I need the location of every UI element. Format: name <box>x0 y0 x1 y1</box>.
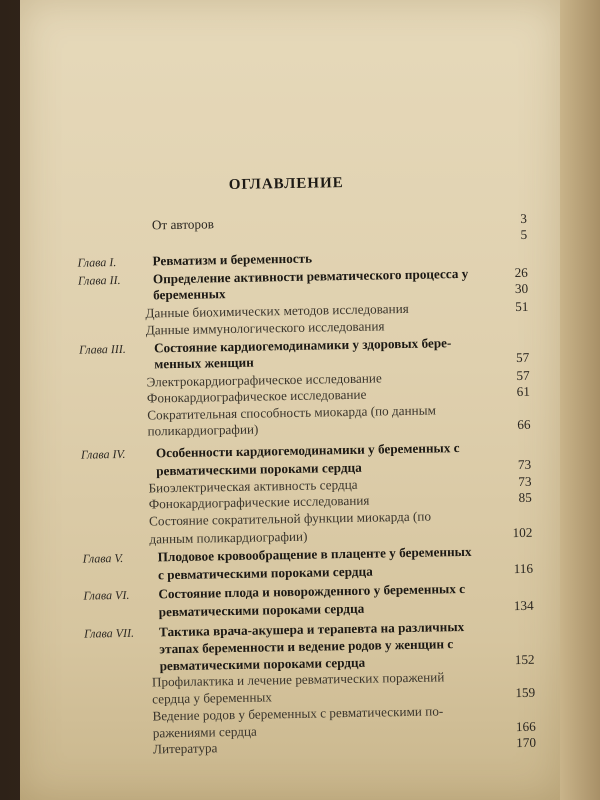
toc-entry-title: данным поликардиографии) <box>149 528 308 547</box>
toc-page-number: 73 <box>518 473 532 490</box>
toc-page-number: 102 <box>512 524 533 541</box>
toc-page-number: 85 <box>518 489 532 506</box>
page-content <box>13 0 567 800</box>
toc-entry-title: Состояние плода и новорожденного у беременных с <box>158 580 466 602</box>
toc-entry-title: Фонокардиографические исследования <box>148 492 370 512</box>
toc-page-number: 3 <box>520 210 527 226</box>
toc-page-number: 30 <box>514 280 529 297</box>
toc-page-number: 66 <box>517 416 531 433</box>
toc-page-number: 57 <box>516 367 530 384</box>
toc-page-number: 116 <box>513 560 534 577</box>
toc-entry-title: Тактика врача-акушера и терапевта на различных <box>158 618 465 640</box>
toc-entry-title: Данные иммунологического исследования <box>145 318 385 338</box>
toc-entry-title: Состояние сократительной функции миокарда (по <box>148 508 432 529</box>
toc-entry-title: поликардиографии) <box>147 421 259 439</box>
toc-entry-title: ревматическими пороками сердца <box>158 600 365 620</box>
toc-page-number: 5 <box>520 226 528 242</box>
toc-entry-title: ражениями сердца <box>152 723 257 741</box>
toc-page-number: 166 <box>515 718 536 735</box>
table-of-contents <box>13 0 567 800</box>
toc-entry-title: От авторов <box>151 216 214 233</box>
underlying-page <box>560 0 600 800</box>
toc-entry-title: Состояние кардиогемодинамики у здоровых бере- <box>153 335 452 356</box>
toc-entry-title: Определение активности ревматического процесса у <box>152 265 469 287</box>
toc-entry-title: Данные биохимических методов исследования <box>145 300 409 321</box>
toc-page-number: 61 <box>516 383 531 400</box>
toc-entry-title: Плодовое кровообращение в плаценте у беременных <box>157 543 472 565</box>
page-title: ОГЛАВЛЕНИЕ <box>228 175 344 194</box>
toc-entry-title: беременных <box>153 286 226 303</box>
toc-entry-title: ревматическими пороками сердца <box>159 654 366 674</box>
toc-entry-title: ревматическими пороками сердца <box>156 459 362 479</box>
toc-page-number: 57 <box>515 349 530 366</box>
toc-page-number: 73 <box>517 456 532 473</box>
toc-entry-title: Биоэлектрическая активность сердца <box>148 476 358 496</box>
toc-chapter-label: Глава VI. <box>83 587 130 603</box>
toc-entry-title: сердца у беременных <box>152 689 273 707</box>
toc-chapter-label: Глава IV. <box>80 446 126 462</box>
toc-entry-title: Ревматизм и беременность <box>152 250 313 269</box>
toc-entry-title: с ревматическими пороками сердца <box>157 563 373 583</box>
toc-entry-title: Фонокардиографическое исследование <box>146 386 367 406</box>
toc-entry-title: Электрокардиографическое исследование <box>146 370 382 390</box>
toc-entry-title: Сократительная способность миокарда (по данным <box>147 402 436 423</box>
toc-chapter-label: Глава VII. <box>83 625 135 641</box>
toc-entry-title: менных женщин <box>154 354 254 372</box>
toc-chapter-label: Глава II. <box>77 272 121 288</box>
toc-entry-title: этапах беременности и ведение родов у женщин с <box>159 636 454 657</box>
toc-entry-title: Профилактика и лечение ревматических поражений <box>151 669 445 690</box>
toc-page-number: 26 <box>514 264 528 281</box>
toc-entry-title: Ведение родов у беременных с ревматическими по- <box>152 703 444 724</box>
book-page <box>20 0 560 800</box>
toc-page-number: 51 <box>515 298 529 315</box>
toc-page-number: 170 <box>516 734 537 751</box>
toc-entry-title: Особенности кардиогемодинамики у беременных с <box>155 440 460 461</box>
toc-entry-title: Литература <box>152 740 218 757</box>
toc-chapter-label: Глава V. <box>82 550 124 566</box>
toc-page-number: 152 <box>514 651 535 668</box>
toc-page-number: 134 <box>513 597 534 614</box>
toc-page-number: 159 <box>515 684 536 701</box>
toc-chapter-label: Глава I. <box>77 255 117 270</box>
toc-chapter-label: Глава III. <box>78 341 126 357</box>
